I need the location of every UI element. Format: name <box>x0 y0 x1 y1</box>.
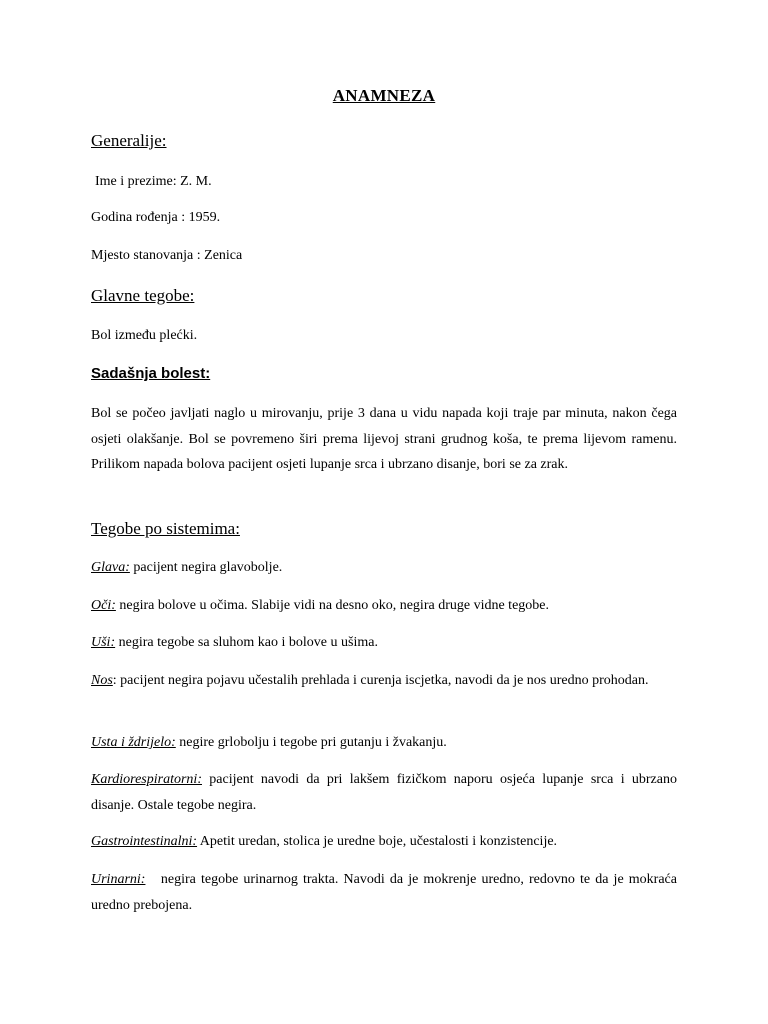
system-item-label: Nos <box>91 673 113 688</box>
system-item-text: negira tegobe urinarnog trakta. Navodi da je mokrenje uredno, redovno te da je mokraća uredno prebojena. <box>91 872 681 913</box>
generalije-heading: Generalije: <box>91 131 167 150</box>
system-item-label: Kardiorespiratorni: <box>91 772 202 787</box>
system-item-label: Urinarni: <box>91 872 146 887</box>
system-item-text: Apetit uredan, stolica je uredne boje, učestalosti i konzistencije. <box>197 834 558 849</box>
document-title: ANAMNEZA <box>332 86 436 105</box>
system-item-text: negira bolove u očima. Slabije vidi na desno oko, negira druge vidne tegobe. <box>115 598 549 613</box>
system-item-text: negire grlobolju i tegobe pri gutanju i žvakanju. <box>175 735 447 750</box>
system-item-label: Uši: <box>91 635 116 650</box>
ime-prezime: Ime i prezime: Z. M. <box>95 174 212 189</box>
system-item-glava <box>91 555 677 581</box>
system-item-label: Gastrointestinalni: <box>91 834 198 849</box>
sadasnja-bolest-heading: Sadašnja bolest: <box>91 365 211 382</box>
system-item-label: Glava: <box>91 560 130 575</box>
system-item-label: Oči: <box>91 598 116 613</box>
system-item-gastrointestinalni <box>91 829 677 855</box>
godina-rodjenja: Godina rođenja : 1959. <box>91 210 221 225</box>
system-item-text: pacijent navodi da pri lakšem fizičkom naporu osjeća lupanje srca i ubrzano disanje. Ostale tegobe negira. <box>91 772 677 813</box>
tegobe-po-sistemima-heading: Tegobe po sistemima: <box>91 519 240 538</box>
system-item-text: : pacijent negira pojavu učestalih prehlada i curenja iscjetka, navodi da je nos uredno prohodan. <box>112 673 649 688</box>
system-item-kardiorespiratorni <box>91 767 677 818</box>
system-item-nos <box>91 668 677 694</box>
mjesto-stanovanja: Mjesto stanovanja : Zenica <box>91 248 243 263</box>
system-item-text: negira tegobe sa sluhom kao i bolove u ušima. <box>115 635 378 650</box>
system-item-oci <box>91 593 677 619</box>
glavne-tegobe-heading: Glavne tegobe: <box>91 286 195 305</box>
system-item-usi <box>91 630 677 656</box>
system-item-text: pacijent negira glavobolje. <box>129 560 283 575</box>
system-item-urinarni <box>91 867 681 918</box>
system-item-usta-zdrijelo <box>91 730 677 756</box>
sadasnja-bolest-text: Bol se počeo javljati naglo u mirovanju, prije 3 dana u vidu napada koji traje par minuta, nakon čega osjeti olakšanje. Bol se povremeno širi prema lijevoj strani grudnog koša, te prema lijevom ramenu. Prilikom napada bolova pacijent osjeti lupanje srca i ubrzano disanje, bori se za zrak. <box>91 406 677 472</box>
glavne-tegobe-text: Bol između plećki. <box>91 328 198 343</box>
system-item-label: Usta i ždrijelo: <box>91 735 176 750</box>
